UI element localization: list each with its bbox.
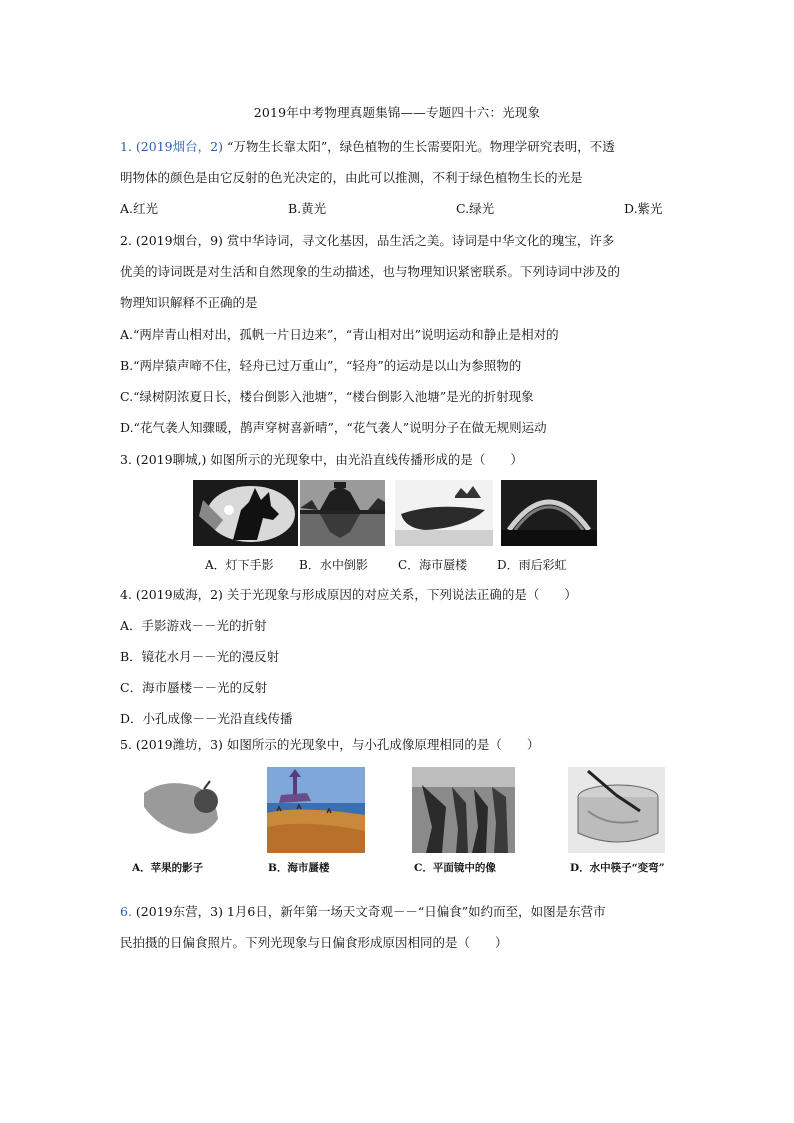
question-6-line-2: 民拍摄的日偏食照片。下列光现象与日偏食形成原因相同的是（ ）	[120, 935, 508, 950]
question-3-stem: 3. (2019聊城,) 如图所示的光现象中，由光沿直线传播形成的是（ ）	[120, 452, 523, 467]
question-3-caption-d: D．雨后彩虹	[497, 558, 567, 572]
question-5-caption-c: C．平面镜中的像	[414, 862, 496, 874]
mirage-desert-photo	[267, 767, 365, 853]
question-4-option-a: A．手影游戏－－光的折射	[120, 618, 267, 633]
question-2-option-b: B.“两岸猿声啼不住，轻舟已过万重山”，“轻舟”的运动是以山为参照物的	[120, 358, 522, 373]
question-1-line-1	[120, 137, 615, 155]
question-6-line-1	[120, 902, 606, 920]
hand-shadow-photo	[193, 480, 298, 546]
question-2-line-2: 优美的诗词既是对生活和自然现象的生动描述，也与物理知识紧密联系。下列诗词中涉及的	[120, 264, 621, 279]
question-1-line-2: 明物体的颜色是由它反射的色光决定的，由此可以推测，不利于绿色植物生长的光是	[120, 170, 583, 185]
question-2-line-1: 2. (2019烟台，9) 赏中华诗词，寻文化基因，品生活之美。诗词是中华文化的瑰宝，许多	[120, 233, 615, 248]
question-6-number: 6.	[120, 904, 132, 919]
rainbow-photo	[501, 480, 597, 546]
water-reflection-photo	[300, 480, 385, 546]
mirage-photo	[395, 480, 493, 546]
question-1-option-a: A.红光	[120, 201, 159, 216]
question-4-option-d: D．小孔成像－－光沿直线传播	[120, 711, 293, 726]
question-3-caption-c: C．海市蜃楼	[398, 558, 468, 572]
question-2-option-a: A.“两岸青山相对出，孤帆一片日边来”，“青山相对出”说明运动和静止是相对的	[120, 327, 559, 342]
page-title: 2019年中考物理真题集锦——专题四十六：光现象	[253, 105, 541, 120]
question-6-text-1: (2019东营，3) 1月6日，新年第一场天文奇观－－“日偏食”如约而至，如图是东营市	[135, 904, 606, 919]
chopsticks-in-water-photo	[568, 767, 665, 853]
question-1-number: 1.	[120, 139, 132, 154]
mirror-image-photo	[412, 767, 515, 853]
question-1-text-1: “万物生长靠太阳”，绿色植物的生长需要阳光。物理学研究表明，不透	[226, 139, 615, 154]
question-4-stem: 4. (2019威海，2) 关于光现象与形成原因的对应关系，下列说法正确的是（ ）	[120, 587, 577, 602]
question-5-caption-a: A．苹果的影子	[132, 862, 204, 874]
question-4-option-b: B．镜花水月－－光的漫反射	[120, 649, 280, 664]
question-5-caption-b: B．海市蜃楼	[268, 862, 330, 874]
question-5-caption-d: D．水中筷子“变弯”	[570, 862, 665, 874]
question-2-option-d: D.“花气袭人知骤暖，鹊声穿树喜新晴”，“花气袭人”说明分子在做无规则运动	[120, 420, 547, 435]
question-5-stem: 5. (2019潍坊，3) 如图所示的光现象中，与小孔成像原理相同的是（ ）	[120, 737, 540, 752]
question-2-line-3: 物理知识解释不正确的是	[120, 295, 258, 310]
apple-shadow-photo	[136, 767, 234, 853]
question-3-caption-b: B．水中倒影	[299, 558, 368, 572]
question-4-option-c: C．海市蜃楼－－光的反射	[120, 680, 268, 695]
question-3-caption-a: A．灯下手影	[205, 558, 274, 572]
question-1-option-b: B.黄光	[288, 201, 327, 216]
question-1-option-c: C.绿光	[456, 201, 495, 216]
question-2-option-c: C.“绿树阴浓夏日长，楼台倒影入池塘”，“楼台倒影入池塘”是光的折射现象	[120, 389, 534, 404]
question-1-source: (2019烟台，2)	[135, 139, 223, 154]
question-1-option-d: D.紫光	[624, 201, 663, 216]
